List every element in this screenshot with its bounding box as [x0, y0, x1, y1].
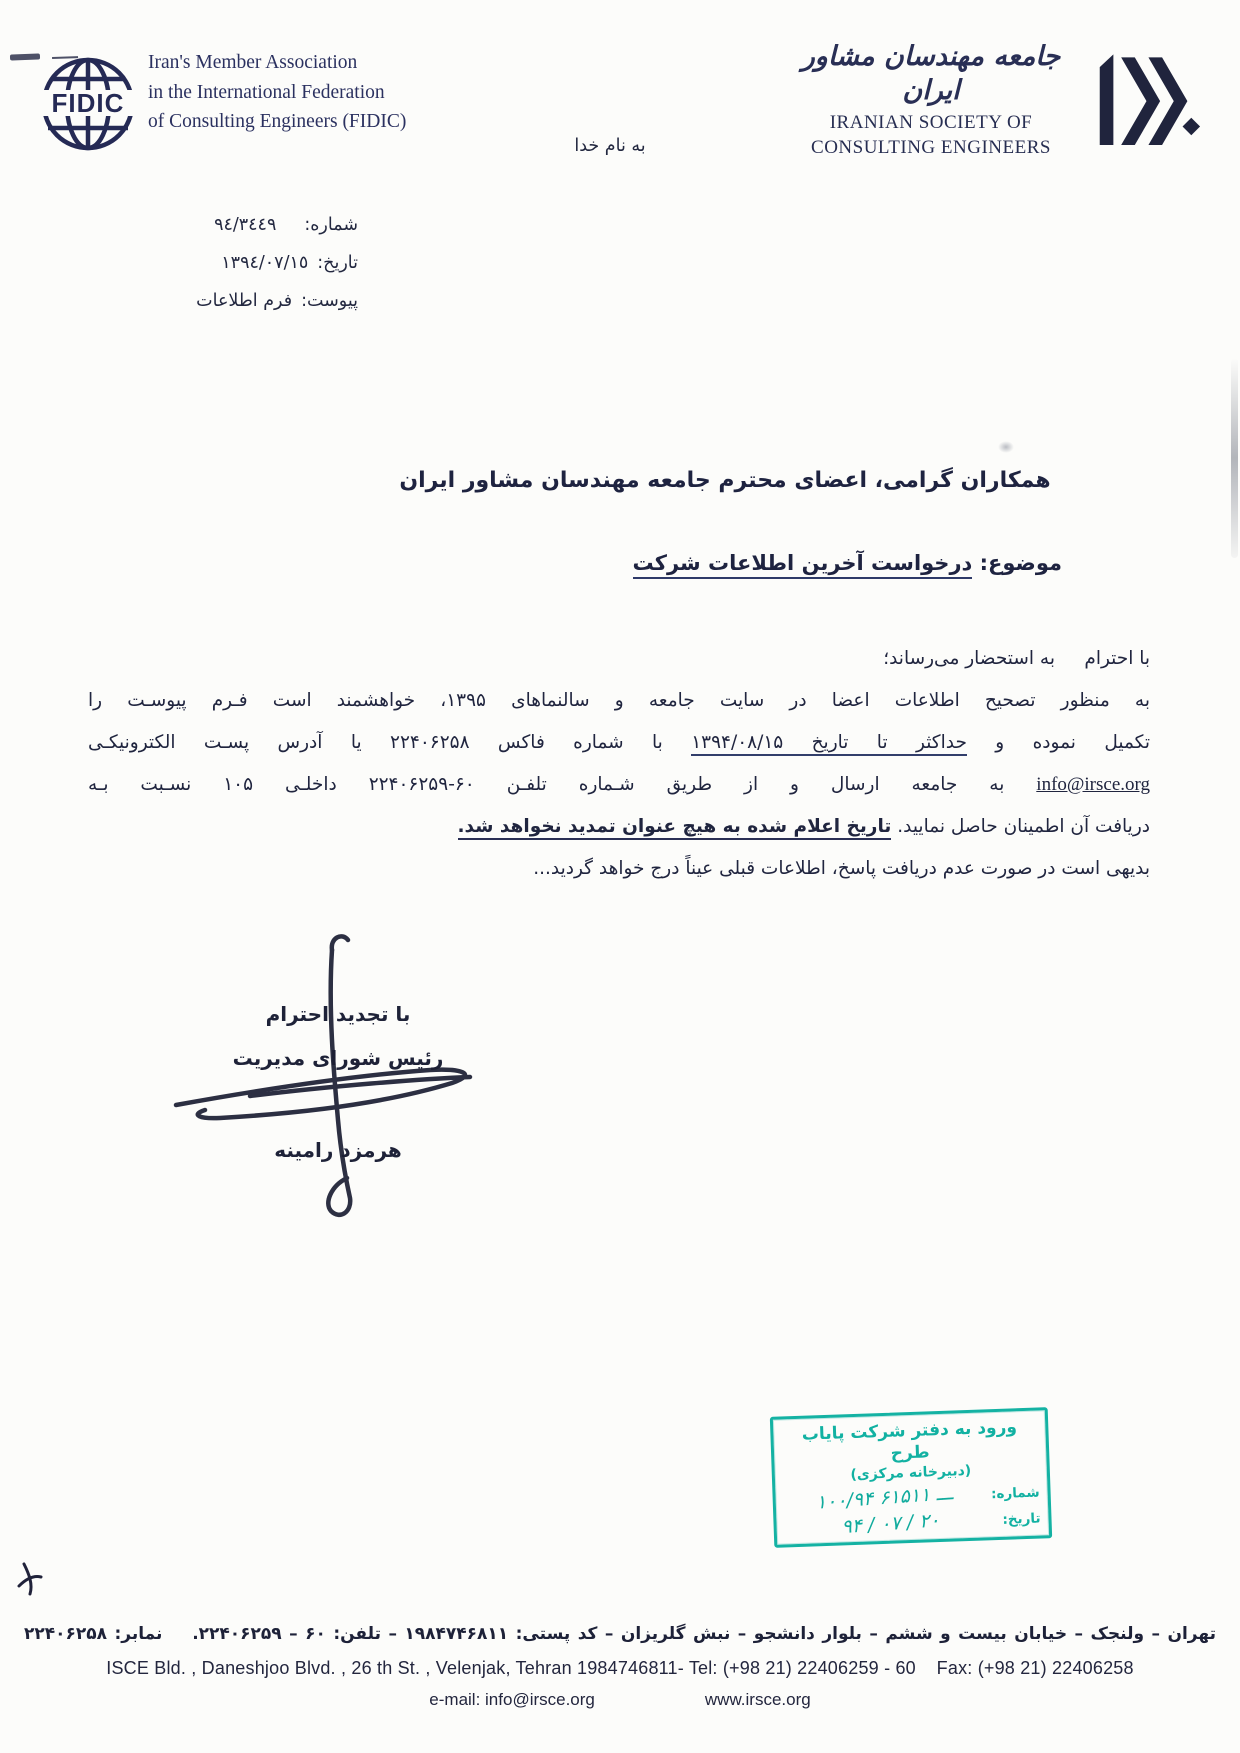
society-calligraphy: جامعه مهندسان مشاور ایران	[801, 41, 1061, 106]
letter-meta	[196, 206, 358, 320]
fidic-globe-icon	[38, 54, 138, 154]
body-line-5	[88, 806, 1150, 848]
stamp-line-2: (دبیرخانه مرکزی)	[850, 1462, 972, 1484]
body-line-2: به منظور تصحیح اطلاعات اعضا در سایت جامعه و سالنماهای ۱۳۹۵، خواهشمند است فـرم پیوسـت را	[88, 690, 1150, 711]
footer-address-fa: تهران – ولنجک – خیابان بیست و ششم – بلوار دانشجو – نبش گلریزان – کد پستی: ۱۹۸۴۷۴۶۸۱۱ – تلفن: ۶۰‏ – ‏۲۲۴۰۶۲۵۹. نمابر: ۲۲۴۰۶۲۵۸	[24, 1624, 1216, 1644]
body-line-3-pre: تکمیل نموده و	[966, 732, 1151, 753]
letter-number-label: شماره:	[304, 215, 358, 235]
stamp-line-1: ورود به دفتر شرکت پایاب طرح	[801, 1417, 1018, 1464]
entry-stamp	[770, 1407, 1052, 1548]
letter-date-label: تاریخ:	[317, 253, 358, 273]
body-line-4	[88, 764, 1150, 806]
body-line-3-post: با شماره فاکس ۲۲۴۰۶۲۵۸ یا آدرس پسـت الکترونیکـی	[88, 732, 692, 753]
signature-closing: با تجدید احترام	[265, 1002, 411, 1026]
signature-block	[182, 1000, 494, 1164]
letter-number-value: ٩٤/٣٤٤٩	[214, 215, 277, 235]
salutation-heading: همکاران گرامی، اعضای محترم جامعه مهندسان مشاور ایران	[399, 468, 1051, 493]
body-line-1: با احترام به استحضار می‌رساند؛	[883, 648, 1150, 669]
body-line-4-rest: به جامعه ارسال و از طریق شـماره تلفـن ۶۰‏-‏۲۲۴۰۶۲۵۹ داخلـی ۱۰۵ نسـبت بـه	[88, 774, 1037, 795]
footer-links-row	[0, 1690, 1240, 1710]
meta-row-date	[196, 244, 358, 282]
signature-title: رئیس شورای مدیریت	[232, 1046, 444, 1070]
society-name-block	[775, 40, 1087, 158]
footer-email: e-mail: info@irsce.org	[429, 1690, 595, 1709]
pen-mark-icon	[16, 1560, 46, 1600]
isce-logo-icon	[1090, 28, 1202, 150]
subject-line	[633, 551, 1062, 575]
signature-name: هرمزد رامینه	[274, 1138, 402, 1162]
meta-row-attachment	[196, 282, 358, 320]
attachment-label: پیوست:	[301, 291, 358, 311]
email-address-text: info@irsce.org	[1036, 774, 1150, 795]
stamp-number-value: ۱۰۰/۹۴ ـــ ۶۱۵۱۱	[815, 1482, 954, 1514]
footer-address-en: ISCE Bld. , Daneshjoo Blvd. , 26 th St. , Velenjak, Tehran 1984746811- Tel: (+98 21) 22406259 - 60 Fax: (+98 21) 22406258	[106, 1658, 1134, 1678]
deadline-date-underlined: حداکثر تا تاریخ ۱۳۹۴/۰۸/۱۵	[691, 732, 967, 756]
body-line-5-pre: دریافت آن اطمینان حاصل نمایید.	[891, 816, 1150, 837]
subject-text: درخواست آخرین اطلاعات شرکت	[633, 551, 973, 579]
society-name-en-line2: CONSULTING ENGINEERS	[811, 137, 1051, 158]
fidic-logo-text: FIDIC	[51, 88, 125, 118]
fidic-logo-block	[36, 46, 466, 156]
stamp-date-value: ۹۴ / ۰۷ / ۲۰	[840, 1509, 941, 1539]
stamp-date-label: تاریخ:	[1002, 1510, 1041, 1528]
footer-website: www.irsce.org	[704, 1690, 811, 1709]
society-name-en-line1: IRANIAN SOCIETY OF	[829, 112, 1033, 133]
meta-row-number	[196, 206, 358, 244]
stamp-number-row	[783, 1482, 1040, 1513]
scan-speck	[998, 441, 1014, 453]
fidic-tagline-line1: Iran's Member Association	[148, 52, 358, 73]
attachment-value: فرم اطلاعات	[196, 291, 293, 311]
subject-label: موضوع:	[979, 551, 1062, 575]
fidic-tagline-line2: in the International Federation	[148, 81, 385, 103]
body-line-6: بدیهی است در صورت عدم دریافت پاسخ، اطلاعات قبلی عیناً درج خواهد گردید...	[533, 858, 1150, 879]
bismillah-text: به نام خدا	[574, 136, 646, 156]
body-paragraph	[88, 638, 1150, 890]
letter-date-value: ١٣٩٤/٠٧/١٥	[221, 253, 309, 273]
scan-edge-streak	[1231, 358, 1238, 558]
no-extension-emphasis: تاریخ اعلام شده به هیچ عنوان تمدید نخواهد شد.	[458, 816, 892, 840]
stamp-number-label: شماره:	[990, 1484, 1040, 1503]
fidic-tagline	[148, 48, 406, 137]
fidic-tagline-line3: of Consulting Engineers (FIDIC)	[148, 111, 407, 132]
body-line-3	[88, 722, 1150, 764]
